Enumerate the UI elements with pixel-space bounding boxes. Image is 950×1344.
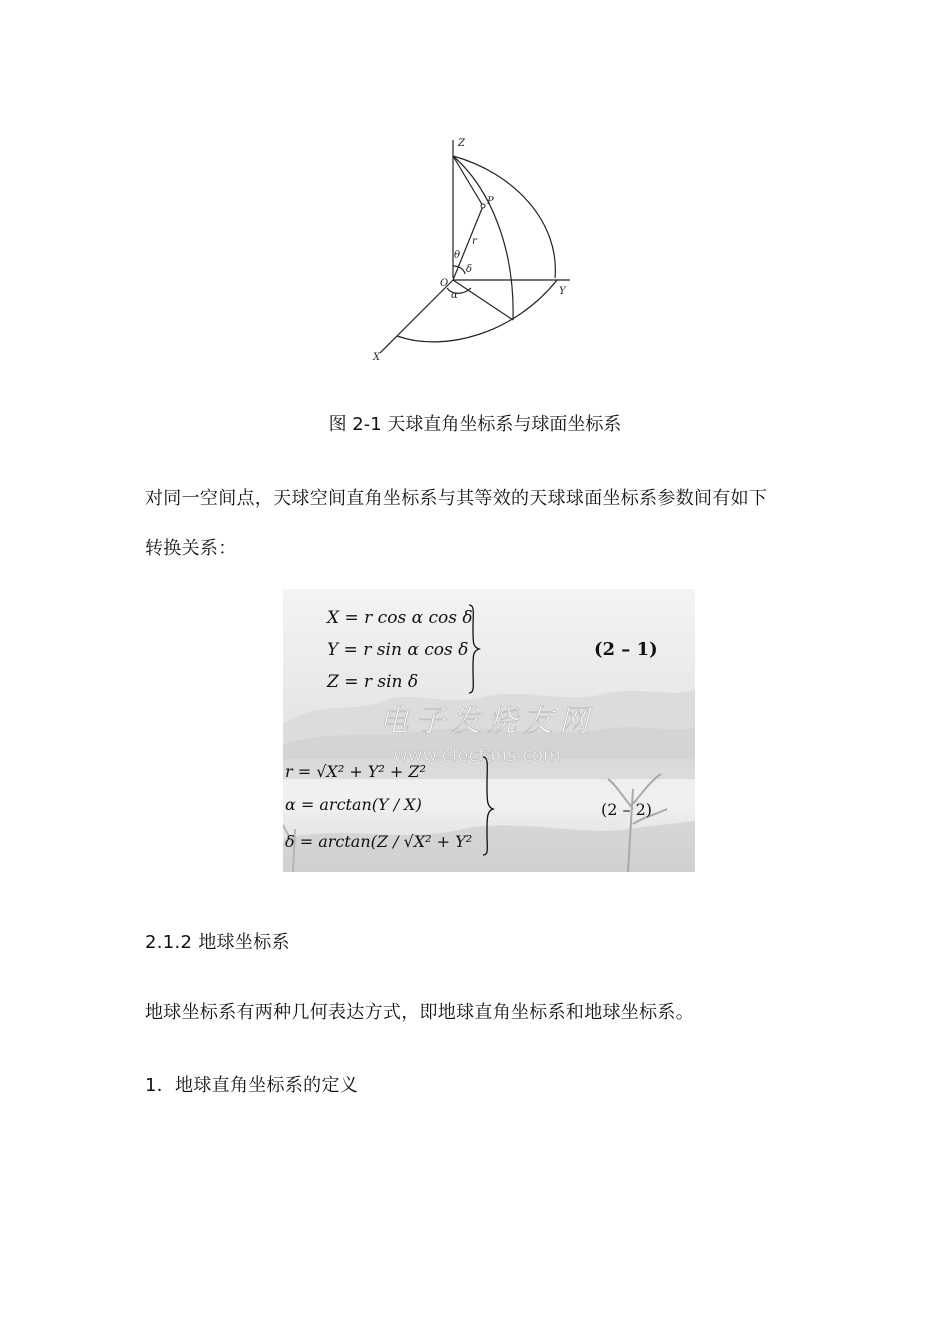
celestial-coordinate-figure	[365, 128, 585, 373]
paragraph: 地球坐标系有两种几何表达方式，即地球直角坐标系和地球坐标系。	[145, 1002, 694, 1023]
equation-x: X = r cos α cos δ	[327, 608, 473, 628]
equation-r: r = √X² + Y² + Z²	[285, 762, 426, 781]
equation-delta: δ = arctan(Z / √X² + Y²	[285, 832, 473, 851]
z-axis-label: Z	[458, 138, 465, 149]
watermark-url: www.elecfans.com	[393, 745, 561, 766]
theta-label: θ	[454, 250, 461, 261]
equation-number-2-1: (2 – 1)	[594, 639, 658, 660]
alpha-label: α	[451, 290, 458, 301]
paragraph-line: 转换关系：	[145, 538, 237, 559]
section-heading: 2.1.2 地球坐标系	[145, 932, 290, 953]
delta-label: δ	[466, 264, 473, 275]
equation-alpha: α = arctan(Y / X)	[285, 795, 422, 814]
y-axis-label: Y	[559, 286, 566, 297]
list-item: 1．地球直角坐标系的定义	[145, 1075, 359, 1096]
equation-y: Y = r sin α cos δ	[327, 640, 469, 660]
formula-image	[283, 589, 695, 872]
figure-caption: 图 2-1 天球直角坐标系与球面坐标系	[328, 414, 622, 435]
origin-label: O	[440, 278, 449, 289]
r-label: r	[472, 236, 477, 247]
x-axis-label: X	[373, 352, 381, 363]
equation-number-2-2: (2 – 2)	[601, 800, 653, 819]
point-p-label: P	[487, 196, 494, 207]
watermark-cn: 电子发烧友网	[379, 704, 595, 739]
paragraph-line: 对同一空间点，天球空间直角坐标系与其等效的天球球面坐标系参数间有如下	[145, 488, 768, 509]
equation-z: Z = r sin δ	[327, 672, 419, 692]
